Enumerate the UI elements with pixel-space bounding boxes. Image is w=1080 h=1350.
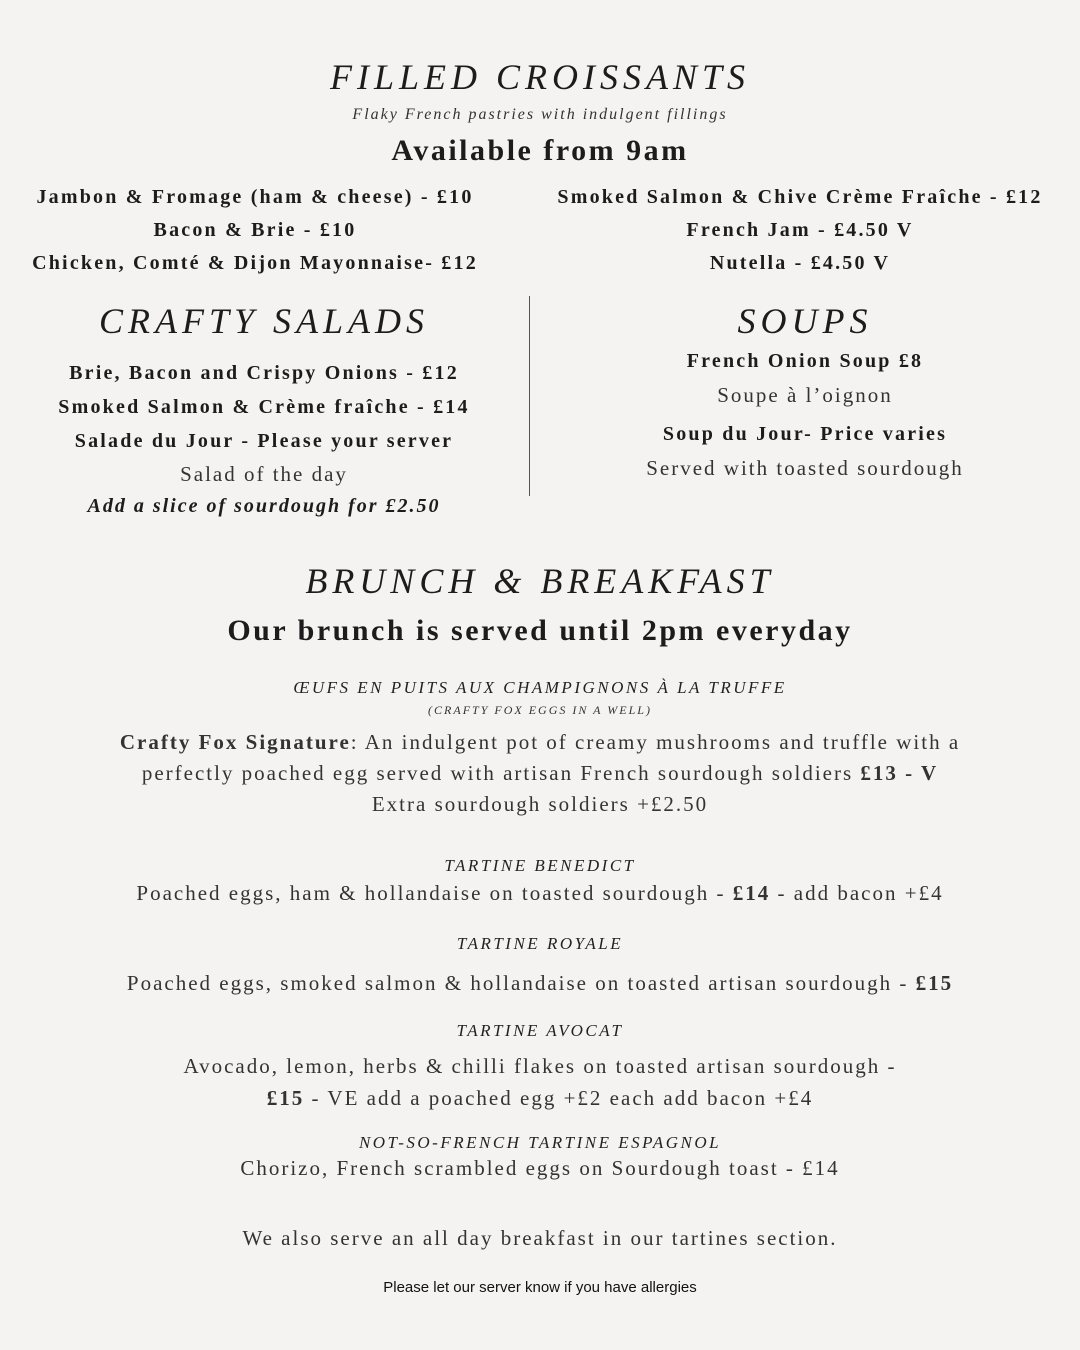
benedict-desc: Poached eggs, ham & hollandaise on toasted sourdough - — [136, 881, 733, 905]
menu-item: Salade du Jour - Please your server — [74, 430, 454, 452]
soups-section — [530, 300, 1080, 481]
avocat-price: £15 — [266, 1086, 305, 1110]
brunch-served-until: Our brunch is served until 2pm everyday — [227, 614, 853, 647]
benedict-extra: - add bacon +£4 — [770, 881, 944, 905]
menu-item-description: Served with toasted sourdough — [646, 456, 964, 480]
royale-title: TARTINE ROYALE — [456, 934, 624, 953]
avocat-title: TARTINE AVOCAT — [456, 1021, 624, 1040]
croissants-right-column — [530, 186, 1070, 285]
menu-item: Bacon & Brie - £10 — [153, 219, 357, 241]
royale-desc: Poached eggs, smoked salmon & hollandaise on toasted artisan sourdough - — [126, 971, 916, 995]
salads-section — [0, 300, 528, 518]
menu-item-description: Salad of the day — [180, 462, 348, 486]
menu-item: Smoked Salmon & Crème fraîche - £14 — [58, 396, 470, 418]
menu-item: French Jam - £4.50 V — [686, 219, 914, 241]
oeufs-desc: perfectly poached egg served with artisan French sourdough soldiers — [141, 761, 861, 785]
oeufs-description-line1 — [0, 730, 1080, 755]
menu-item: Chicken, Comté & Dijon Mayonnaise- £12 — [32, 252, 478, 274]
menu-item: Jambon & Fromage (ham & cheese) - £10 — [36, 186, 474, 208]
croissants-title: FILLED CROISSANTS — [329, 57, 751, 97]
menu-item: Brie, Bacon and Crispy Onions - £12 — [69, 362, 459, 384]
menu-item: French Onion Soup £8 — [686, 350, 924, 372]
oeufs-title: ŒUFS EN PUITS AUX CHAMPIGNONS À LA TRUFFE — [293, 678, 787, 697]
croissants-left-column — [0, 186, 510, 285]
oeufs-desc: : An indulgent pot of creamy mushrooms and truffle with a — [350, 730, 961, 754]
oeufs-description-line2 — [0, 761, 1080, 786]
signature-label: Crafty Fox Signature — [119, 730, 351, 754]
salads-addon: Add a slice of sourdough for £2.50 — [87, 495, 441, 517]
royale-price: £15 — [915, 971, 954, 995]
espagnol-description: Chorizo, French scrambled eggs on Sourdough toast - £14 — [240, 1156, 840, 1180]
avocat-description-line2 — [0, 1086, 1080, 1111]
avocat-desc: - VE add a poached egg +£2 each add bacon +£4 — [304, 1086, 814, 1110]
oeufs-translation: (CRAFTY FOX EGGS IN A WELL) — [428, 703, 652, 717]
benedict-price: £14 — [732, 881, 771, 905]
croissants-availability: Available from 9am — [391, 134, 689, 167]
menu-item: Soup du Jour- Price varies — [662, 423, 948, 445]
oeufs-price: £13 - V — [860, 761, 939, 785]
benedict-description — [0, 881, 1080, 906]
menu-item-description: Soupe à l’oignon — [717, 383, 893, 407]
avocat-description-line1: Avocado, lemon, herbs & chilli flakes on toasted artisan sourdough - — [183, 1054, 897, 1078]
oeufs-extra: Extra sourdough soldiers +£2.50 — [371, 792, 709, 816]
all-day-note: We also serve an all day breakfast in our tartines section. — [242, 1226, 838, 1250]
salads-title: CRAFTY SALADS — [98, 301, 430, 341]
espagnol-title: NOT-SO-FRENCH TARTINE ESPAGNOL — [358, 1133, 722, 1152]
menu-item: Nutella - £4.50 V — [709, 252, 891, 274]
royale-description — [0, 971, 1080, 996]
brunch-title: BRUNCH & BREAKFAST — [305, 561, 775, 601]
soups-title: SOUPS — [737, 301, 873, 341]
benedict-title: TARTINE BENEDICT — [444, 856, 636, 875]
allergy-note: Please let our server know if you have allergies — [383, 1279, 697, 1296]
menu-item: Smoked Salmon & Chive Crème Fraîche - £12 — [557, 186, 1043, 208]
croissants-subtitle: Flaky French pastries with indulgent fillings — [352, 106, 728, 123]
